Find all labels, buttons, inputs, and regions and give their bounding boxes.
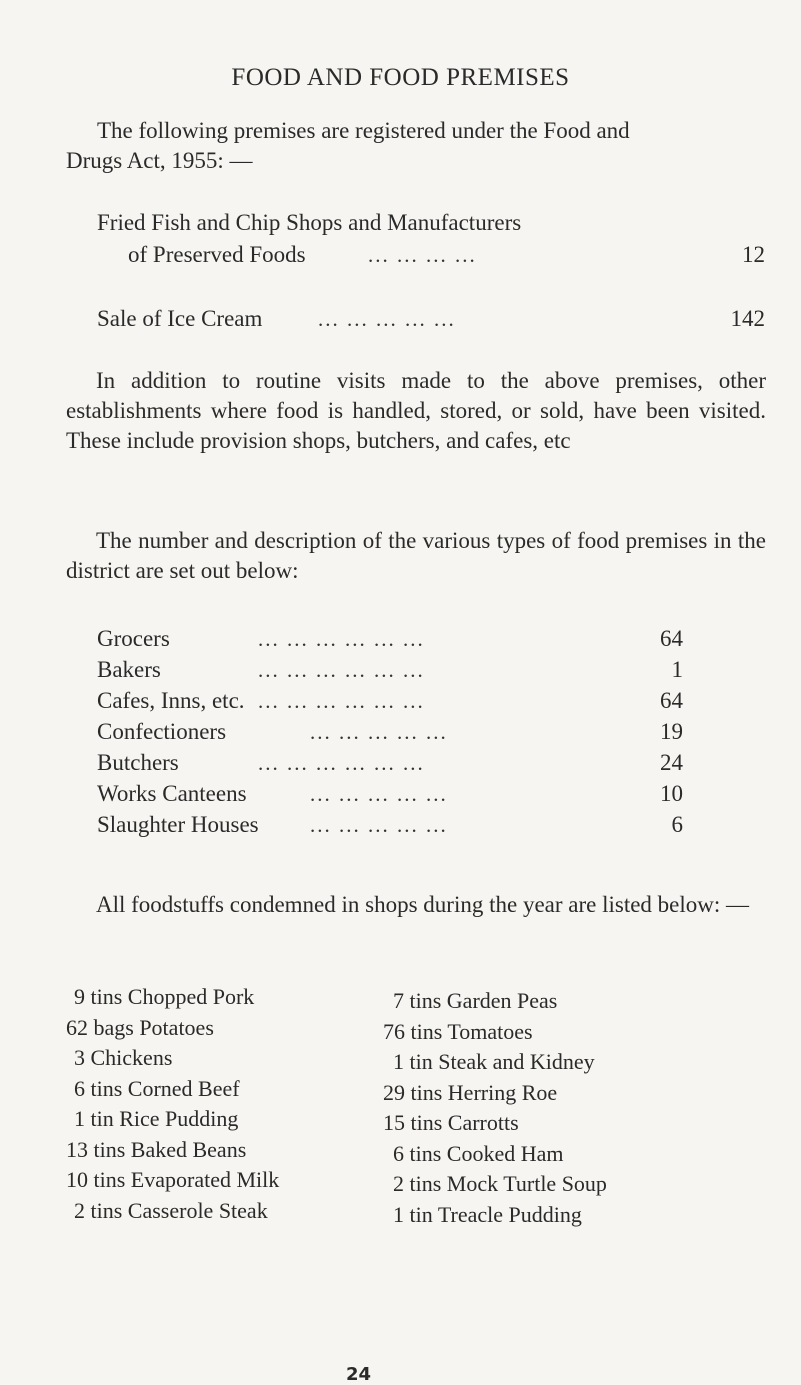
- premises-value: 1: [671, 657, 683, 682]
- list-item: 2 tins Mock Turtle Soup: [393, 1171, 607, 1196]
- leader-dots: ... ... ... ... ...: [310, 813, 448, 837]
- list-item: 29 tins Herring Roe: [383, 1079, 558, 1105]
- list-item: 1 tin Treacle Pudding: [393, 1201, 582, 1227]
- list-item: 6 tins Cooked Ham: [393, 1140, 564, 1166]
- premises-value: 6: [671, 812, 683, 837]
- condemned-list-right: [383, 986, 607, 1230]
- premises-label: Bakers: [97, 657, 161, 682]
- premises-value: 24: [660, 750, 683, 775]
- page-number: 24: [345, 1364, 372, 1385]
- number-paragraph: The number and description of the various types of food premises in the district are set out below:: [66, 528, 766, 583]
- premises-label: Grocers: [97, 626, 170, 651]
- intro-line-2: Drugs Act, 1955: —: [66, 148, 253, 173]
- premises-value: 64: [660, 688, 683, 713]
- list-item: 15 tins Carrotts: [383, 1110, 519, 1135]
- leader-dots: ... ... ... ... ... ...: [258, 751, 425, 775]
- list-item: 13 tins Baked Beans: [66, 1136, 247, 1162]
- list-item: 76 tins Tomatoes: [383, 1018, 533, 1044]
- leader-dots: ... ... ... ... ... ...: [258, 658, 425, 682]
- premises-value: 10: [660, 781, 683, 806]
- leader-dots: ... ... ... ... ... ...: [258, 689, 425, 713]
- list-item: 10 tins Evaporated Milk: [66, 1167, 280, 1192]
- list-item: 6 tins Corned Beef: [74, 1075, 240, 1101]
- leader-dots: ... ... ... ... ...: [310, 782, 448, 806]
- leader-dots: ... ... ... ... ...: [310, 720, 448, 744]
- condemned-list-left: [66, 982, 279, 1226]
- premises-value: 19: [660, 719, 683, 744]
- premises-value: 64: [660, 626, 683, 651]
- registered-label-fish-line1: Fried Fish and Chip Shops and Manufacturers: [97, 210, 522, 235]
- list-item: 3 Chickens: [74, 1045, 173, 1070]
- premises-label: Works Canteens: [97, 781, 247, 806]
- premises-label: Slaughter Houses: [97, 812, 259, 837]
- premises-label: Butchers: [97, 750, 179, 775]
- registered-label-fish-line2: of Preserved Foods: [128, 242, 306, 267]
- intro-line-1: The following premises are registered under the Food and: [97, 118, 630, 143]
- premises-label: Confectioners: [97, 719, 227, 744]
- leader-dots: ... ... ... ... ...: [318, 307, 456, 331]
- registered-label-icecream: Sale of Ice Cream: [97, 306, 263, 331]
- list-item: 1 tin Rice Pudding: [74, 1106, 239, 1131]
- list-item: 1 tin Steak and Kidney: [393, 1049, 595, 1074]
- list-item: 62 bags Potatoes: [66, 1014, 214, 1040]
- list-item: 9 tins Chopped Pork: [74, 984, 255, 1009]
- registered-value-icecream: 142: [730, 306, 765, 331]
- condemned-paragraph: All foodstuffs condemned in shops during the year are listed below: —: [96, 892, 750, 917]
- leader-dots: ... ... ... ...: [368, 243, 477, 267]
- addition-paragraph: In addition to routine visits made to the above premises, other establishments where food is handled, stored, or sold, have been visited. These include provision shops, butchers, and cafes, etc: [66, 368, 766, 453]
- list-item: 7 tins Garden Peas: [393, 988, 558, 1013]
- registered-value-fish: 12: [742, 242, 765, 267]
- leader-dots: ... ... ... ... ... ...: [258, 627, 425, 651]
- premises-label: Cafes, Inns, etc.: [97, 688, 245, 713]
- list-item: 2 tins Casserole Steak: [74, 1197, 268, 1223]
- page-title: FOOD AND FOOD PREMISES: [231, 64, 570, 91]
